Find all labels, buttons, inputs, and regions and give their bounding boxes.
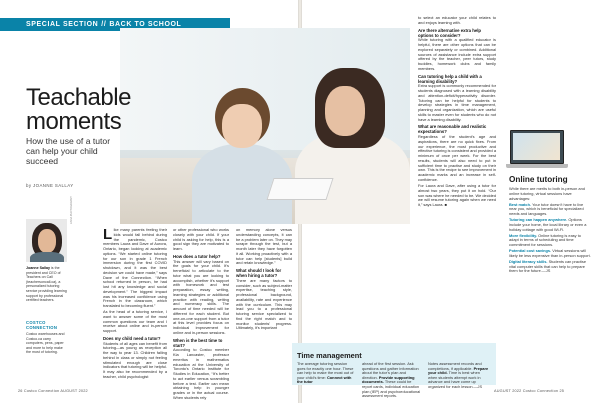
sidebar-item-lead: Potential cost savings. [509, 248, 552, 254]
subheading: Can tutoring help a child with a learning disability? [418, 73, 482, 84]
laptop-screen-image [513, 133, 560, 160]
article-byline: by JOANNE SALLAY [26, 183, 74, 188]
online-tutoring-sidebar [509, 187, 591, 276]
sidebar-item [509, 203, 591, 217]
sidebar-item [509, 218, 591, 232]
laptop-screen [510, 130, 564, 164]
paragraph: While tutoring with a qualified educator is helpful, there are other options that can be explored separately or combined. Additional sources of assistance include extra support offered by the teacher, peer tutors, study buddies, homework clubs and family members. [418, 37, 496, 71]
intro-text: ike many parents feeling their kids would fall behind during the pandemic, Costco members Laura and Dave of Aurora, Ontario, began looking at academic options. “We started online tutoring for our son in grade 1 French immersion during the first COVID shutdown, and it was the best decision we could have made,” says Dave of the Connection. “When school returned in person, he had lost hit any knowledge and social development.” The biggest impact was his increased confidence using French in the classroom, which translated to becoming fluent.” [103, 227, 167, 308]
sidebar-item-text: Your tutor doesn’t have to live near you, which is beneficial for specialized needs and languages. [509, 201, 584, 217]
sidebar-item-lead: Digital literacy skills. [509, 258, 548, 264]
article-column-4 [418, 16, 496, 209]
sidebar-item-text: Online tutoring is easy to adapt in terms of scheduling and time commitment for sessions. [509, 232, 581, 248]
sidebar-item-text: Options include your home, the local library or even a holiday cottage with good Wi-Fi. [509, 217, 587, 232]
tm-text: Time is best when when students attempt work in advance and have come up organized for each lesson.—JS [428, 370, 483, 389]
author-bio [26, 266, 68, 303]
paragraph: As the head of a tutoring service, I want to answer some of the most common questions our team and I receive about online and in-person support. [103, 309, 167, 334]
paragraph: to select an educator your child relates to and enjoys learning with. [418, 15, 496, 25]
article-column-3 [236, 228, 292, 332]
costco-connection-label: COSTCO CONNECTION [26, 320, 58, 330]
sidebar-item-lead: Tutoring can happen anywhere. [509, 217, 568, 223]
time-management-column-2 [362, 362, 422, 399]
subheading: How does a tutor help? [173, 253, 221, 259]
tm-lead: Provide supporting documents. [362, 374, 415, 385]
costco-connection-text: Costco warehouses and Costco.ca carry computers, pens, paper and more to help make the most of tutoring. [26, 332, 65, 355]
article-intro-paragraph [103, 228, 167, 309]
photo-book [266, 178, 333, 200]
paragraph: or other professional who works closely with your child. If your child is asking for help, this is a good sign they are motivated to learn. [173, 227, 229, 251]
subheading: When is the best time to start? [173, 337, 223, 348]
paragraph: on memory alone versus understanding concepts, it can be a problem later on. They may scrape through the test, but a month later they have forgotten it all. Working proactively with a tutor can help [students] build and retain knowledge.” [236, 227, 292, 266]
subheading: Does my child need a tutor? [103, 335, 161, 341]
sidebar-item-text: Students can practise vital computer skills that can help to prepare them for the future.—JS [509, 258, 586, 274]
paragraph: Regardless of the student’s age and aspirations, there are no quick fixes. From our experience, the most productive and effective tutoring is consistent and provided a minimum of once per week. For the best results, students will also need to put in sufficient time to practise and study on their own. This is the recipe to see improvement in academic marks and an increase in self-confidence. [418, 134, 496, 182]
photo-child-face [222, 104, 262, 148]
time-management-column-3 [428, 362, 490, 390]
sidebar-item-text: Virtual sessions will likely be less expensive than in-person support. [509, 248, 591, 258]
folio-right: AUGUST 2022 Costco Connection 25 [494, 389, 565, 393]
subheading: What should I look for when hiring a tutor? [236, 268, 282, 278]
paragraph: For Laura and Dave, after using a tutor for almost two years, they put it on hold. “Our son was where he needed to be. We decided we will resume tutoring again when we need it,” says Laura. ■ [418, 183, 496, 208]
sidebar-item [509, 234, 591, 248]
section-label: SPECIAL SECTION [26, 21, 99, 28]
paragraph: This answer will vary based on the goals for your child. It’s beneficial to articulate to the tutor what you are looking to accomplish, whether it’s support with homework and test preparation, essay writing, learning strategies or additional practice with reading, writing and numeracy skills. The amount of time needed will be different for each student. But one-on-one support from a tutor at this level provides focus on individual improvement for online and in-person sessions. [173, 258, 229, 335]
article-subhead: How the use of a tutor can help your child succeed [26, 136, 111, 166]
article-headline: Teachable moments [26, 84, 131, 135]
avatar-shoulders [30, 252, 64, 262]
tm-text: The average tutoring session goes for exactly one hour. These can help to make the most out of your child’s time: [297, 361, 354, 380]
sidebar-item-lead: More flexibility. [509, 232, 538, 238]
banner-slash: // [101, 21, 107, 28]
time-management-column-1 [297, 362, 355, 385]
tm-lead: Prepare your child. [428, 365, 489, 376]
avatar-face [38, 229, 56, 253]
author-name: Joanne Sallay [26, 266, 50, 270]
sidebar-item [509, 260, 591, 274]
photo-credit: ANNA PHOTOGRAPHY [70, 196, 73, 224]
paragraph: According to Costco member Kia Lancaster, professor emeritus in mathematics education at the University of Toronto’s Ontario Institute for Studies in Education, “It’s better to act earlier versus scrambling before a test. Earlier can mean obtaining help in younger grades or in the actual course. When students rely [173, 347, 229, 400]
tm-text: ahead of the first session. Ask questions and gather information about the tutor’s plan and direction. [362, 361, 419, 380]
laptop-base [506, 164, 568, 168]
tm-lead: Connect with the tutor [297, 374, 352, 385]
sidebar-intro: While there are merits to both in-person and online tutoring, virtual sessions have advantages: [509, 186, 585, 201]
sidebar-item [509, 249, 591, 259]
paragraph: Students of all ages can benefit from tutoring—as young as reception all the way to year 13. Children falling behind in class or simply not feeling stimulated enough are close indicators that tutoring will be helpful. It may also be recommended by a teacher, child psychologist [103, 340, 167, 379]
tm-text: Notes assessment records and completions, if applicable. [428, 361, 482, 371]
hero-photo-tutor-and-child [120, 28, 410, 224]
subheading: Are there alternative extra help options to consider? [418, 27, 482, 38]
paragraph: There are many factors to consider, such as subject-matter expertise, teaching style, professional background, availability, rate and experience with the curriculum. This may lead you to a professional tutoring service specialized to find the right match and to monitor students’ progress. Ultimately, it’s important [236, 277, 292, 331]
author-bio-text: is the president and CEO of Teachers on Call (teachersoncall.ca), a personalized tutoring service providing learning support by professional certified teachers. [26, 266, 67, 303]
time-management-title: Time management [297, 351, 362, 360]
sidebar-item-lead: Best match. [509, 201, 532, 207]
article-column-2 [173, 228, 229, 402]
folio-left: 26 Costco Connection AUGUST 2022 [18, 389, 88, 393]
drop-cap: L [103, 226, 113, 243]
paragraph: Extra support is commonly recommended for students diagnosed with a learning disability and attention-deficit/hyperactivity disorder. Tutoring can be helpful for students to develop strategies in time management, planning and organization, which are useful skills to master even for students who do not have a learning disability. [418, 83, 496, 122]
sidebar-title: Online tutoring [509, 175, 568, 184]
photo-tutor-face [325, 86, 365, 136]
laptop-illustration [506, 130, 568, 170]
author-avatar [26, 219, 67, 262]
tm-text: These could be report cards, individual education plan (IEP) and psychoeducational assessment reports. [362, 379, 421, 399]
article-column-1 [103, 228, 167, 381]
section-topic: BACK TO SCHOOL [109, 21, 182, 28]
subheading: What are reasonable and realistic expectations? [418, 124, 487, 135]
